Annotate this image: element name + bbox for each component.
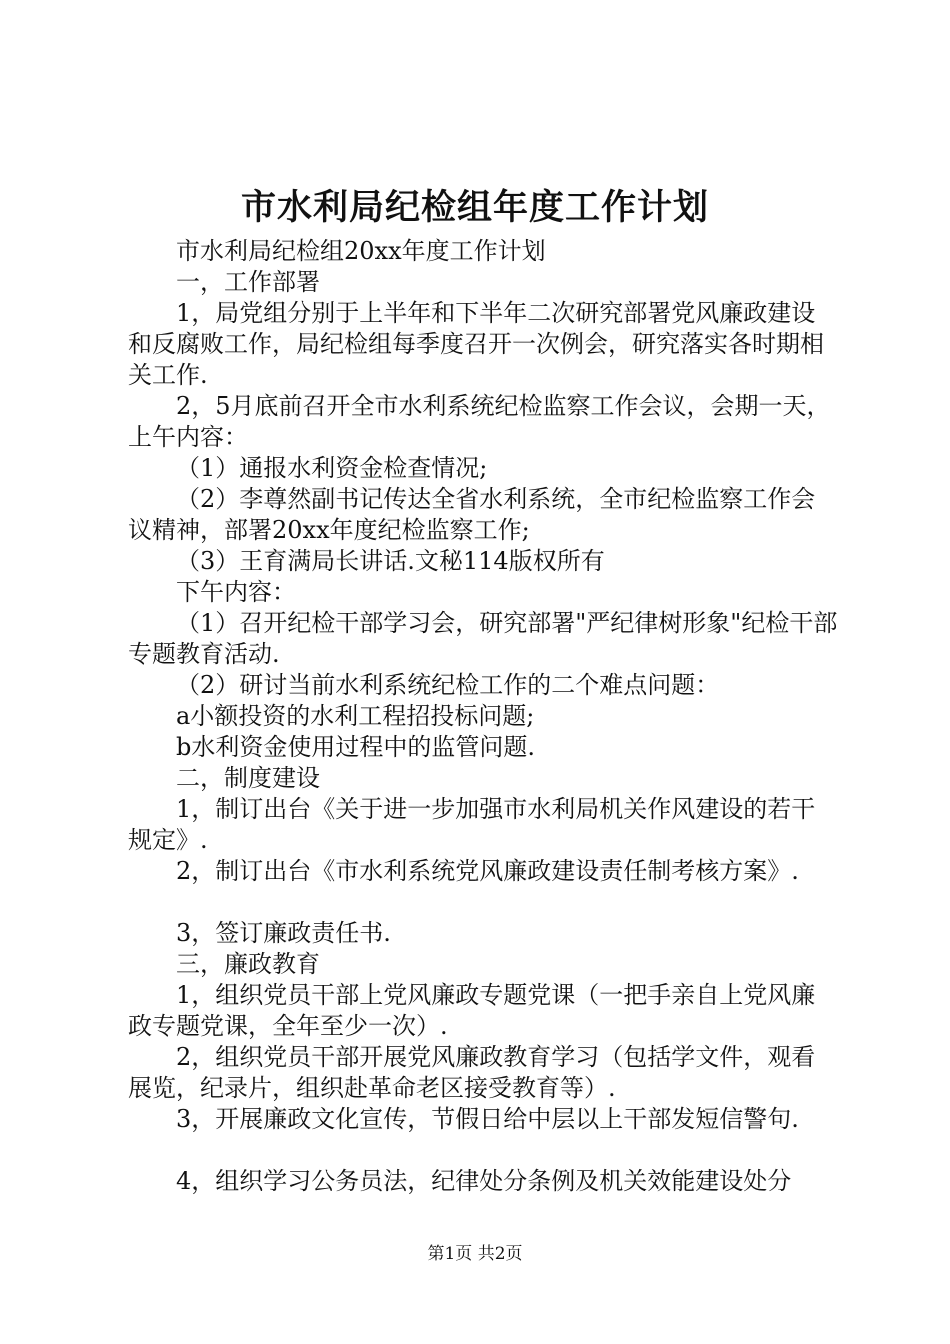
paragraph: 3，开展廉政文化宣传，节假日给中层以上干部发短信警句. [176,1105,799,1133]
paragraph-subtitle: 市水利局纪检组20xx年度工作计划 [176,237,546,265]
paragraph: 1，局党组分别于上半年和下半年二次研究部署党风廉政建设和反腐败工作，局纪检组每季度召开一次例会，研究落实各时期相关工作. [128,299,824,389]
blank-line [128,1135,838,1166]
paragraph: 3，签订廉政责任书. [176,919,391,947]
paragraph: （1）召开纪检干部学习会，研究部署"严纪律树形象"纪检干部专题教育活动. [128,609,838,668]
paragraph-section-2-heading: 二，制度建设 [176,764,320,792]
paragraph: 2，组织党员干部开展党风廉政教育学习（包括学文件，观看展览，纪录片，组织赴革命老区接受教育等）. [128,1043,816,1102]
paragraph-section-3-heading: 三，廉政教育 [176,950,320,978]
page-footer: 第1页 共2页 [427,1244,523,1264]
document-body [128,236,838,1197]
paragraph: （2）李尊然副书记传达全省水利系统，全市纪检监察工作会议精神，部署20xx年度纪检监察工作; [128,485,816,544]
document-title: 市水利局纪检组年度工作计划 [240,187,709,228]
paragraph: （2）研讨当前水利系统纪检工作的二个难点问题： [176,671,720,699]
paragraph: （1）通报水利资金检查情况; [176,454,488,482]
paragraph: （3）王育满局长讲话.文秘114版权所有 [176,547,605,575]
paragraph: 下午内容： [176,578,296,606]
paragraph: 2，制订出台《市水利系统党风廉政建设责任制考核方案》. [176,857,799,885]
paragraph: a小额投资的水利工程招投标问题; [176,702,535,730]
paragraph: 4，组织学习公务员法，纪律处分条例及机关效能建设处分 [176,1167,792,1195]
paragraph: 1，制订出台《关于进一步加强市水利局机关作风建设的若干规定》. [128,795,816,854]
blank-line [128,887,838,918]
paragraph-section-1-heading: 一，工作部署 [176,268,320,296]
paragraph: 2，5月底前召开全市水利系统纪检监察工作会议，会期一天，上午内容： [128,392,831,451]
paragraph: 1，组织党员干部上党风廉政专题党课（一把手亲自上党风廉政专题党课，全年至少一次）. [128,981,816,1040]
paragraph: b水利资金使用过程中的监管问题. [176,733,535,761]
